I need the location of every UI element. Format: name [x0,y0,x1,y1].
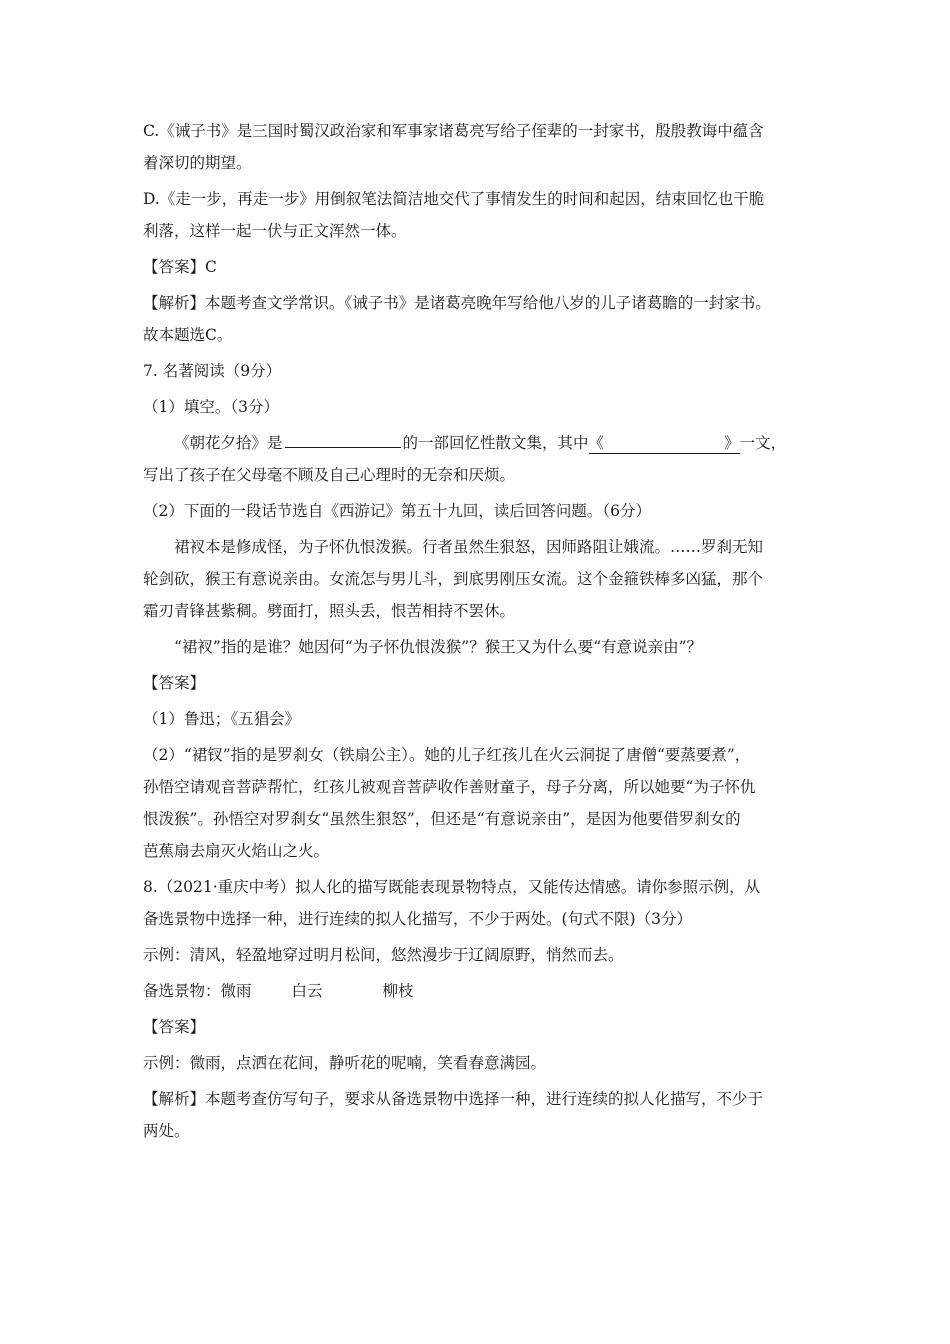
q6-answer: 【答案】C [143,258,217,276]
q8-title-line-2: 备选景物中选择一种，进行连续的拟人化描写，不少于两处。(句式不限)（3分） [143,910,692,928]
q6-analysis-line-1: 【解析】本题考查文学常识。《诫子书》是诸葛亮晚年写给他八岁的儿子诸葛瞻的一封家书。 [143,294,771,312]
q7-1-text-b: 的一部回忆性散文集，其中 [402,434,589,452]
q8-analysis-line-1: 【解析】本题考查仿写句子，要求从备选景物中选择一种，进行连续的拟人化描写，不少于 [143,1090,764,1108]
q7-2-passage-line-2: 轮剑砍，猴王有意说亲由。女流怎与男儿斗，到底男刚压女流。这个金箍铁棒多凶猛，那个 [143,570,764,588]
q7-2-title: （2）下面的一段话节选自《西游记》第五十九回，读后回答问题。（6分） [143,502,651,520]
q7-2-passage-line-1: 裙衩本是修成怪，为子怀仇恨泼猴。行者虽然生狠怒，因师路阻让娥流。……罗刹无知 [174,538,764,556]
q7-2-question: “裙衩”指的是谁？她因何“为子怀仇恨泼猴”？猴王又为什么要“有意说亲由”？ [174,638,703,656]
q8-options-label: 备选景物：微雨 [143,982,252,1000]
option-d-line-1: D.《走一步，再走一步》用倒叙笔法简洁地交代了事情发生的时间和起因，结束回忆也干脆 [143,190,765,208]
essay-title-blank[interactable] [589,434,740,454]
q7-1-text-a: 《朝花夕拾》是 [174,434,283,452]
q8-option-willow: 柳枝 [382,982,414,1000]
q7-answer-1: （1）鲁迅；《五猖会》 [143,710,301,728]
q7-answer-2-line-4: 芭蕉扇去扇灭火焰山之火。 [143,842,330,860]
q6-analysis-line-2: 故本题选C。 [143,326,233,344]
q8-answer-label: 【答案】 [143,1018,206,1036]
q8-analysis-line-2: 两处。 [143,1122,190,1140]
q8-title-line-1: 8.（2021·重庆中考）拟人化的描写既能表现景物特点，又能传达情感。请你参照示例，从 [143,878,761,896]
q8-options [143,976,813,1006]
q7-1-fill-line [143,428,813,458]
bracket-close: 》 [724,434,740,452]
q8-answer-text: 示例：微雨，点洒在花间，静听花的呢喃，笑看春意满园。 [143,1054,547,1072]
q7-1-text-c: 一文， [739,434,787,452]
bracket-open: 《 [588,434,605,452]
q7-answer-2-line-1: （2）“裙钗”指的是罗刹女（铁扇公主）。她的儿子红孩儿在火云洞捉了唐僧“要蒸要煮”， [143,746,751,764]
q7-title: 7. 名著阅读（9分） [143,362,282,380]
author-blank[interactable] [285,431,401,448]
option-c-line-2: 着深切的期望。 [143,154,252,172]
option-c-line-1: C.《诫子书》是三国时蜀汉政治家和军事家诸葛亮写给子侄辈的一封家书，殷殷教诲中蕴含 [143,122,764,140]
q7-1-fill-line-2: 写出了孩子在父母毫不顾及自己心理时的无奈和厌烦。 [143,466,516,484]
document-content [143,116,813,1152]
q7-answer-2-line-3: 恨泼猴”。孙悟空对罗刹女“虽然生狠怒”，但还是“有意说亲由”，是因为他要借罗刹女的 [143,810,741,828]
q7-answer-label: 【答案】 [143,674,206,692]
q8-example: 示例：清风，轻盈地穿过明月松间，悠然漫步于辽阔原野，悄然而去。 [143,946,624,964]
q7-answer-2-line-2: 孙悟空请观音菩萨帮忙，红孩儿被观音菩萨收作善财童子，母子分离，所以她要“为子怀仇 [143,778,756,796]
q7-1-title: （1）填空。（3分） [143,398,279,416]
q8-option-cloud: 白云 [291,982,323,1000]
q7-2-passage-line-3: 霜刃青锋甚紫稠。劈面打，照头丢，恨苦相持不罢休。 [143,602,516,620]
option-d-line-2: 利落，这样一起一伏与正文浑然一体。 [143,222,407,240]
